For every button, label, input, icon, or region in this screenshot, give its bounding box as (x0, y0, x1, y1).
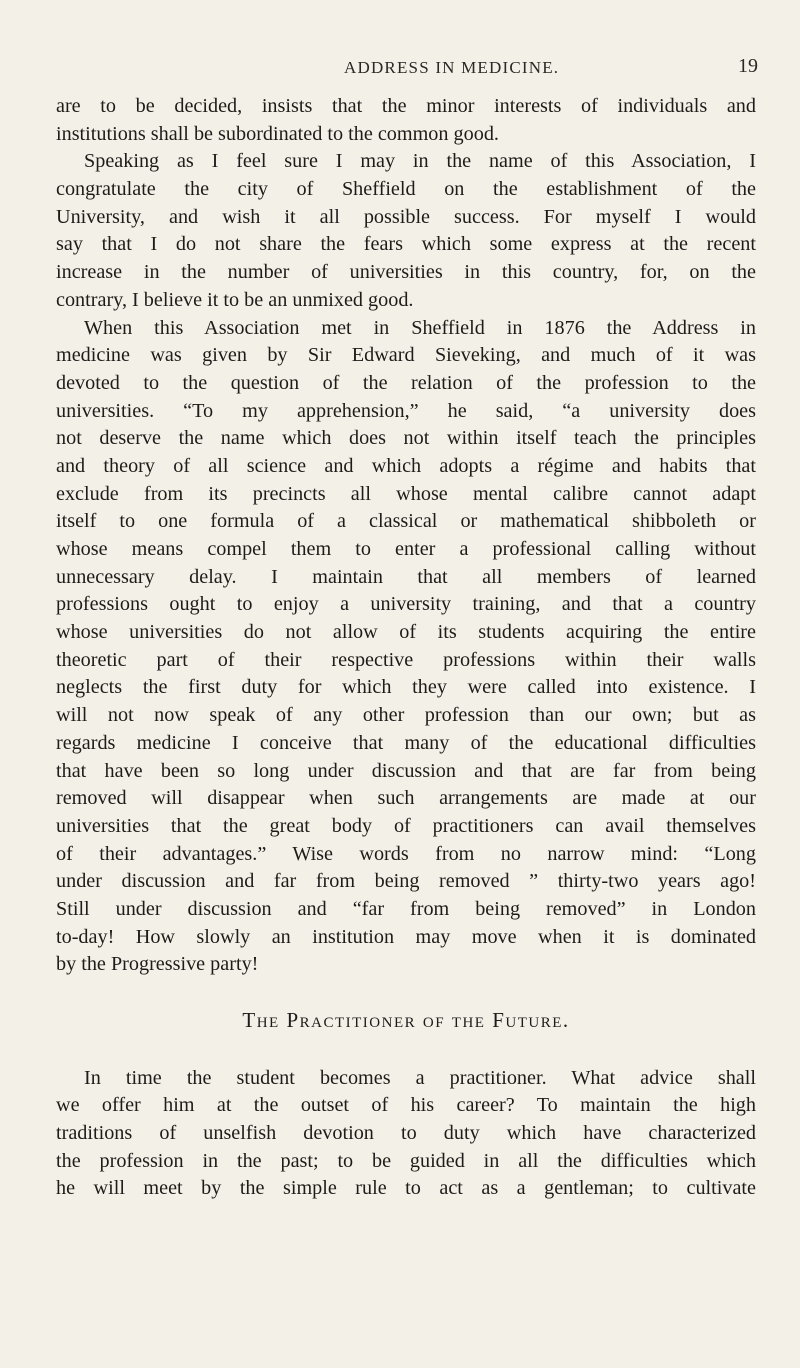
text-line: that have been so long under discussion and that are far from being (56, 759, 756, 782)
text-line: whose universities do not allow of its students acquiring the entire (56, 621, 756, 644)
body-text (56, 93, 756, 1203)
text-line: Speaking as I feel sure I may in the name of this Association, I (84, 150, 756, 173)
text-line: are to be decided, insists that the minor interests of individuals and (56, 95, 756, 117)
text-line: contrary, I believe it to be an unmixed good. (56, 288, 414, 311)
text-line: When this Association met in Sheffield in 1876 the Address in (84, 316, 756, 339)
text-line: regards medicine I conceive that many of the educational difficulties (56, 731, 756, 754)
text-line: medicine was given by Sir Edward Sieveking, and much of it was (56, 344, 756, 367)
text-line: devoted to the question of the relation of the profession to the (56, 371, 756, 394)
text-line: universities. “To my apprehension,” he said, “a university does (56, 399, 756, 422)
text-line: itself to one formula of a classical or mathematical shibboleth or (56, 510, 756, 533)
text-line: In time the student becomes a practitioner. What advice shall (84, 1066, 756, 1089)
text-line: and theory of all science and which adopts a régime and habits that (56, 454, 756, 477)
text-line: increase in the number of universities in this country, for, on the (56, 261, 756, 284)
text-line: congratulate the city of Sheffield on the establishment of the (56, 178, 756, 201)
text-line: whose means compel them to enter a professional calling without (56, 538, 756, 560)
text-line: say that I do not share the fears which some express at the recent (56, 233, 756, 256)
text-line: the profession in the past; to be guided in all the difficulties which (56, 1149, 756, 1172)
text-line: institutions shall be subordinated to the common good. (56, 122, 499, 145)
text-line: theoretic part of their respective professions within their walls (56, 648, 756, 671)
text-line: he will meet by the simple rule to act as a gentleman; to cultivate (56, 1177, 756, 1200)
text-line: under discussion and far from being removed ” thirty-two years ago! (56, 870, 756, 893)
section-heading: The Practitioner of the Future. (242, 1008, 570, 1032)
text-line: universities that the great body of practitioners can avail themselves (56, 814, 756, 837)
text-line: professions ought to enjoy a university training, and that a country (56, 593, 756, 616)
text-line: to-day! How slowly an institution may move when it is dominated (56, 925, 756, 948)
text-line: Still under discussion and “far from being removed” in London (56, 897, 756, 920)
page-number: 19 (738, 55, 758, 77)
text-line: unnecessary delay. I maintain that all members of learned (56, 565, 756, 588)
running-title: ADDRESS IN MEDICINE. (344, 58, 560, 77)
text-line: neglects the first duty for which they were called into existence. I (56, 676, 756, 699)
text-line: by the Progressive party! (56, 953, 259, 976)
text-line: traditions of unselfish devotion to duty which have characterized (56, 1122, 756, 1145)
text-line: of their advantages.” Wise words from no narrow mind: “Long (56, 842, 756, 865)
text-line: not deserve the name which does not within itself teach the principles (56, 427, 756, 450)
text-line: University, and wish it all possible success. For myself I would (56, 205, 756, 228)
text-line: we offer him at the outset of his career? To maintain the high (56, 1094, 756, 1117)
text-line: exclude from its precincts all whose mental calibre cannot adapt (56, 482, 756, 505)
text-line: removed will disappear when such arrangements are made at our (56, 787, 756, 810)
text-line: will not now speak of any other profession than our own; but as (56, 704, 756, 727)
